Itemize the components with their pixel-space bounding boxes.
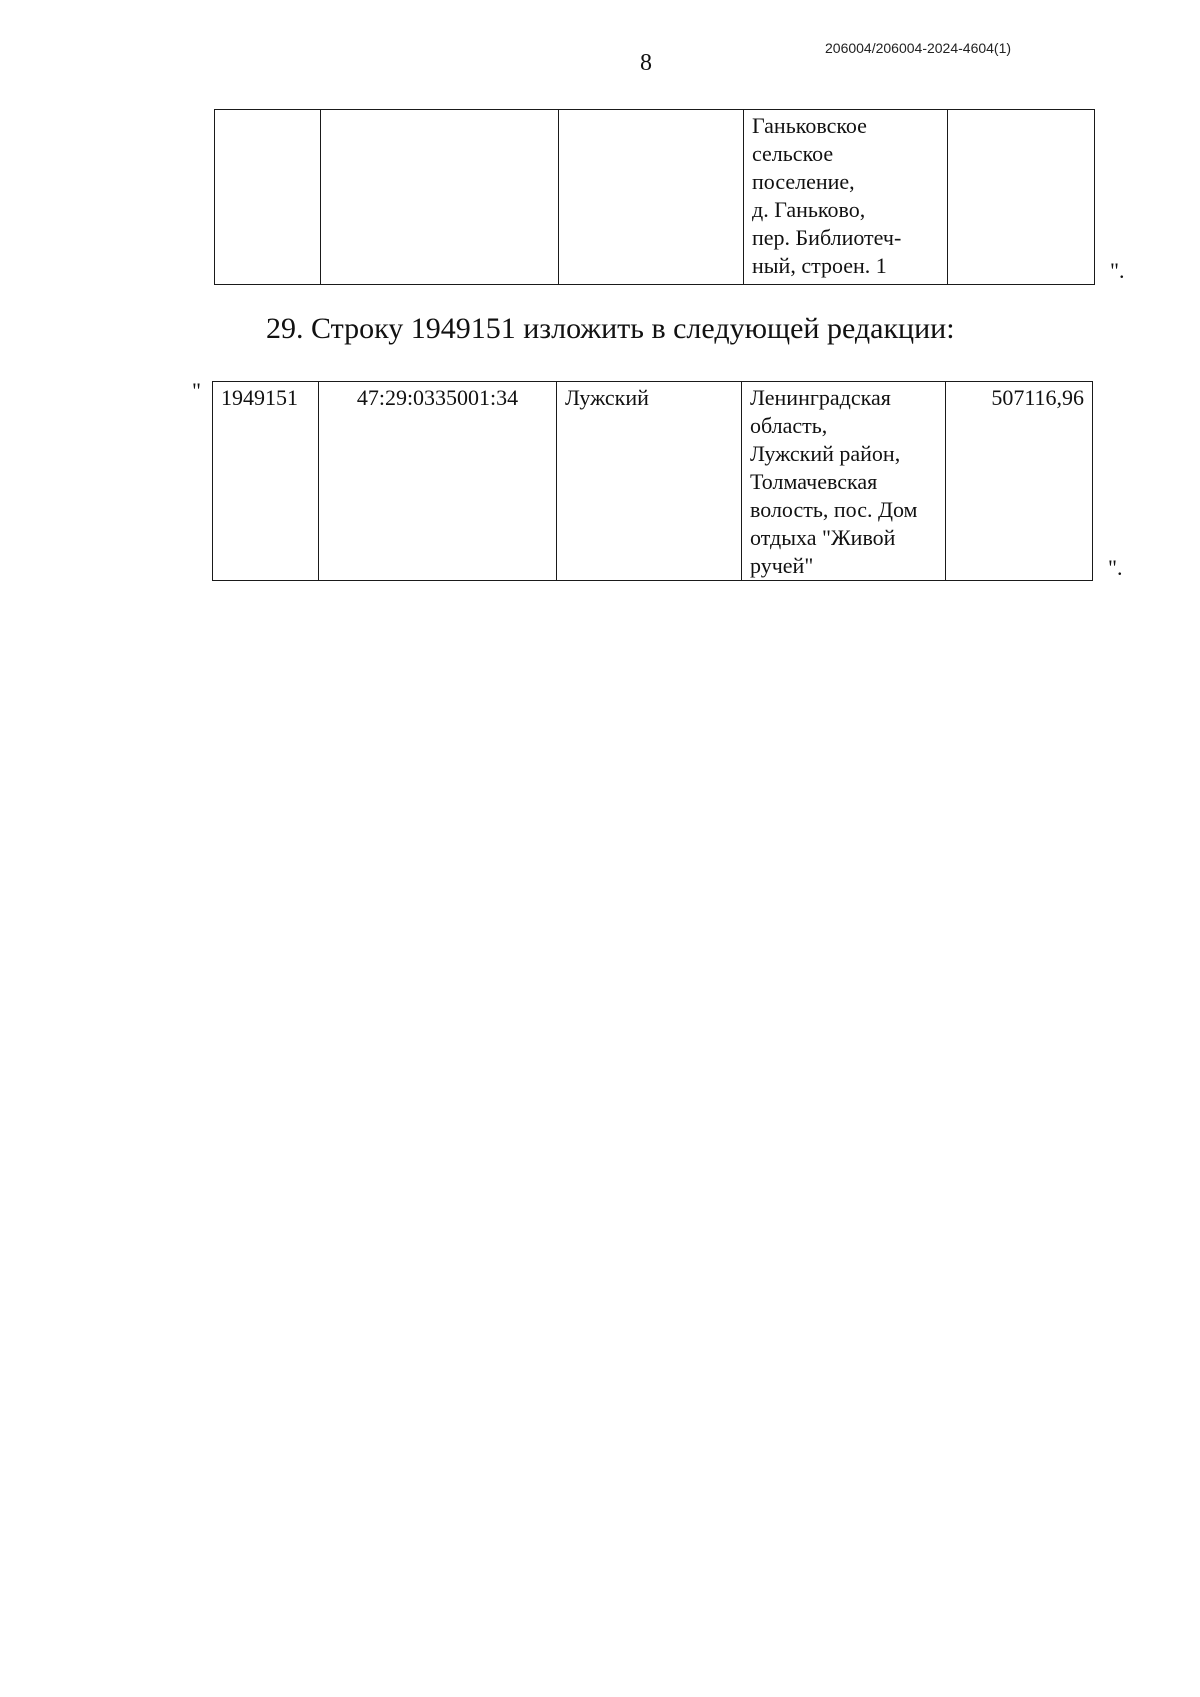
page-number: 8 [640, 50, 652, 76]
table-cell-code: 1949151 [213, 382, 319, 581]
item-29-heading: 29. Строку 1949151 изложить в следующей редакции: [266, 312, 955, 345]
continued-table [214, 109, 1095, 285]
table-cell-cadastral [321, 110, 559, 285]
item-29-table [212, 381, 1093, 581]
closing-quote-2: ". [1108, 555, 1123, 580]
table-cell-district [559, 110, 744, 285]
closing-quote-1: ". [1110, 258, 1125, 283]
table-cell-value [948, 110, 1095, 285]
opening-quote-2: " [192, 378, 201, 403]
table-row [213, 382, 1093, 581]
table-cell-address: Ленинградская область, Лужский район, Толмачевская волость, пос. Дом отдыха "Живой ручей" [742, 382, 946, 581]
table-cell-address: Ганьковское сельское поселение, д. Ганьково, пер. Библиотеч- ный, строен. 1 [744, 110, 948, 285]
table-cell-district: Лужский [557, 382, 742, 581]
table-cell-value: 507116,96 [946, 382, 1093, 581]
table-cell-code [215, 110, 321, 285]
table-row [215, 110, 1095, 285]
document-code: 206004/206004-2024-4604(1) [825, 40, 1012, 56]
table-cell-cadastral: 47:29:0335001:34 [319, 382, 557, 581]
